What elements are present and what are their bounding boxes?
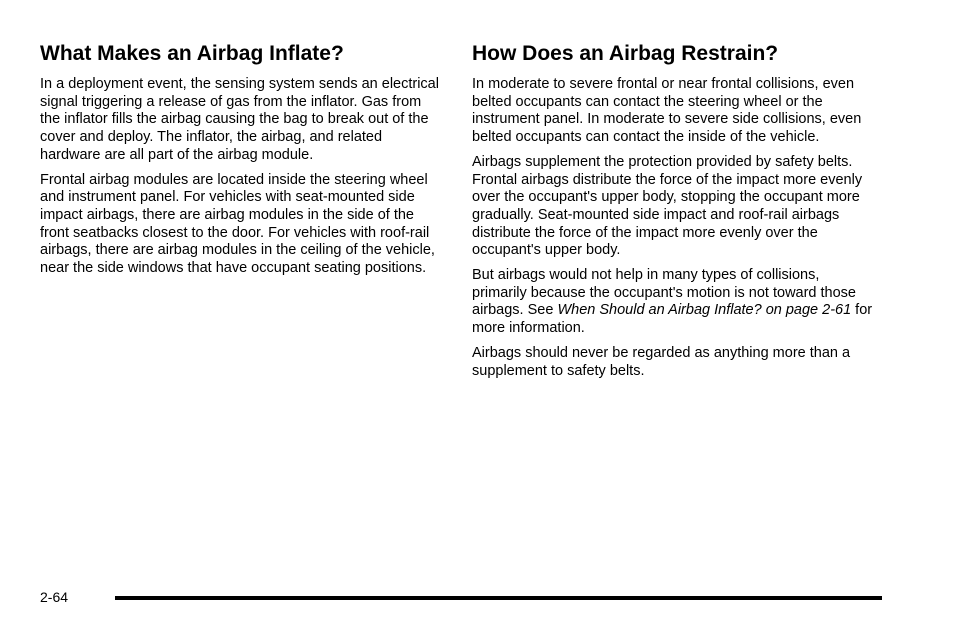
paragraph: In a deployment event, the sensing system sends an electrical signal triggering a release of gas from the inflator. Gas from the inflator fills the airbag causing the bag to break out of the cover and deploy. The inflator, the airbag, and related hardware are all part of the airbag module. xyxy=(40,76,439,163)
paragraph: Frontal airbag modules are located inside the steering wheel and instrument panel. For vehicles with seat-mounted side impact airbags, there are airbag modules in the side of the front seatbacks closest to the door. For vehicles with roof-rail airbags, there are airbag modules in the ceiling of the vehicle, near the side windows that have occupant seating positions. xyxy=(40,171,435,277)
footer-rule xyxy=(115,596,882,600)
section-heading-inflate: What Makes an Airbag Inflate? xyxy=(40,42,344,65)
page-number: 2-64 xyxy=(40,589,69,605)
paragraph: Airbags supplement the protection provided by safety belts. Frontal airbags distribute the force of the impact more evenly over the occupant's upper body, stopping the occupant more gradually. Seat-mounted side impact and roof-rail airbags distribute the force of the impact more evenly over the occupant's upper body. xyxy=(472,153,863,259)
reference-text-after: for more information. xyxy=(472,302,873,337)
reference-text-before: But airbags would not help in many types of collisions, primarily because the occupant's motion is not toward those airbags. See xyxy=(472,267,856,319)
paragraph: In moderate to severe frontal or near frontal collisions, even belted occupants can contact the steering wheel or the instrument panel. In moderate to severe side collisions, even belted occupants can contact the inside of the vehicle. xyxy=(472,76,862,146)
left-column xyxy=(40,40,444,285)
paragraph-with-reference xyxy=(472,267,876,338)
paragraph: Airbags should never be regarded as anything more than a supplement to safety belts. xyxy=(472,344,851,379)
section-heading-restrain: How Does an Airbag Restrain? xyxy=(472,42,779,65)
right-column xyxy=(472,40,876,387)
cross-reference-link[interactable]: When Should an Airbag Inflate? on page 2-61 xyxy=(557,302,852,319)
